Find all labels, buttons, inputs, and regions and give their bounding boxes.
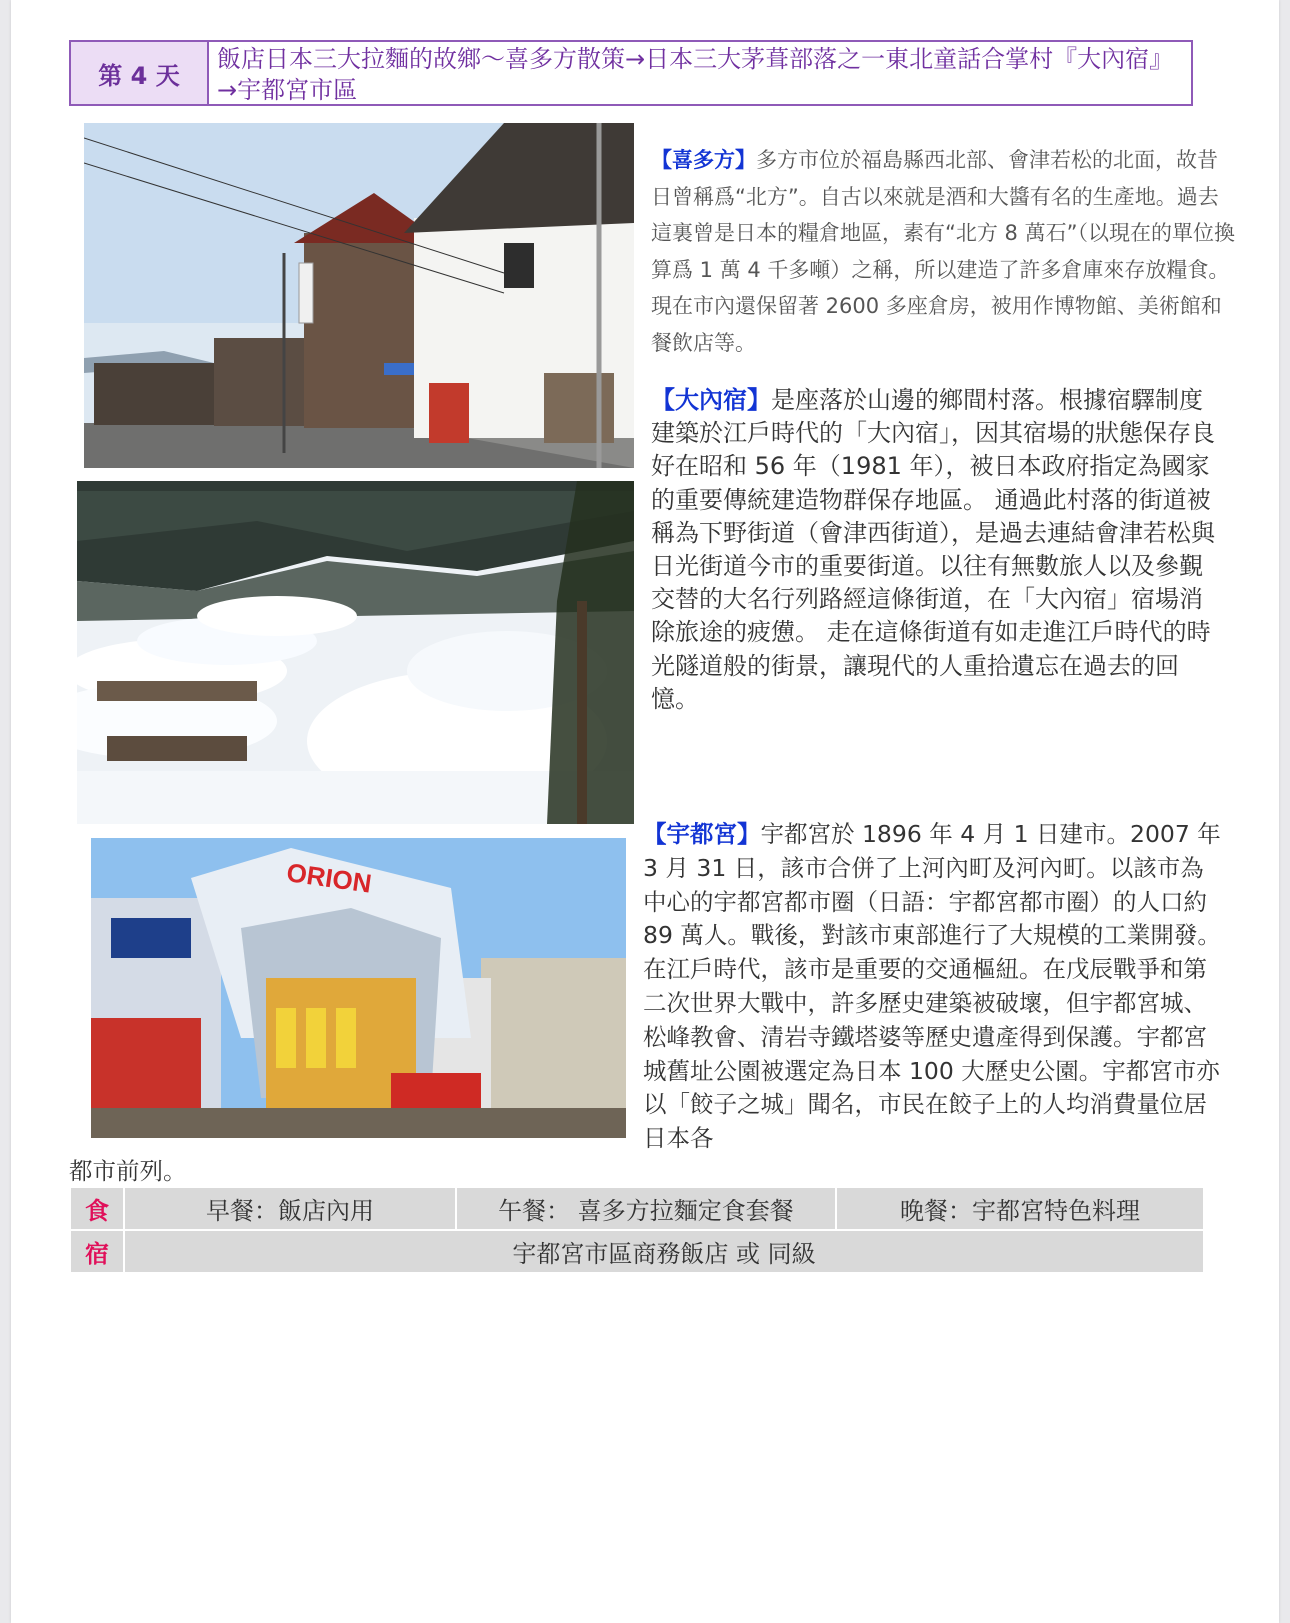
hotel-cell: 宇都宮市區商務飯店 或 同級 bbox=[124, 1230, 1204, 1273]
day-header bbox=[69, 40, 1193, 106]
kitakata-body: 多方市位於福島縣西北部、會津若松的北面，故昔日曾稱爲“北方”。自古以來就是酒和大醬有名的生產地。過去這裏曾是日本的糧倉地區，素有“北方 8 萬石”（以現在的單位換算爲 1 萬 4 千多噸）之稱，所以建造了許多倉庫來存放糧食。現在市內還保留著 2600 多座倉房，被用作博物館、美術館和餐飲店等。 bbox=[651, 148, 1235, 355]
day-label: 第 4 天 bbox=[71, 42, 209, 104]
kitakata-street-photo bbox=[84, 123, 634, 468]
ouchijuku-snow-photo bbox=[77, 481, 634, 824]
food-label: 食 bbox=[70, 1187, 124, 1230]
utsunomiya-heading: 【宇都宮】 bbox=[643, 820, 761, 848]
itinerary-page bbox=[11, 0, 1279, 1623]
utsunomiya-paragraph bbox=[643, 818, 1223, 1156]
breakfast-cell: 早餐：飯店內用 bbox=[124, 1187, 456, 1230]
ouchijuku-paragraph bbox=[651, 384, 1223, 716]
kitakata-paragraph bbox=[651, 142, 1236, 361]
meal-row bbox=[70, 1187, 1204, 1230]
stay-row bbox=[70, 1230, 1204, 1273]
lunch-cell: 午餐： 喜多方拉麵定食套餐 bbox=[456, 1187, 836, 1230]
utsunomiya-body: 宇都宮於 1896 年 4 月 1 日建市。2007 年 3 月 31 日，該市合併了上河內町及河內町。以該市為中心的宇都宮都市圈（日語：宇都宮都市圈）的人口約 89 萬人。戰後，對該市東部進行了大規模的工業開發。在江戶時代，該市是重要的交通樞紐。在戊辰戰爭和第二次世界大戰中，許多歷史建築被破壞，但宇都宮城、松峰教會、清岩寺鐵塔婆等歷史遺產得到保護。宇都宮城舊址公園被選定為日本 100 大歷史公園。宇都宮市亦以「餃子之城」聞名，市民在餃子上的人均消費量位居日本各 bbox=[643, 820, 1221, 1153]
utsunomiya-body-tail: 都市前列。 bbox=[69, 1157, 187, 1185]
dinner-cell: 晚餐：宇都宮特色料理 bbox=[836, 1187, 1204, 1230]
utsunomiya-arcade-photo bbox=[91, 838, 626, 1138]
day-title: 飯店日本三大拉麵的故鄉～喜多方散策→日本三大茅葺部落之一東北童話合掌村『大內宿』→宇都宮市區 bbox=[217, 45, 1174, 104]
orion-sign: ORION bbox=[284, 857, 374, 899]
stay-label: 宿 bbox=[70, 1230, 124, 1273]
meal-table bbox=[69, 1186, 1205, 1274]
ouchijuku-heading: 【大內宿】 bbox=[651, 386, 771, 414]
kitakata-heading: 【喜多方】 bbox=[651, 148, 756, 172]
ouchijuku-body: 是座落於山邊的鄉間村落。根據宿驛制度建築於江戶時代的「大內宿」，因其宿場的狀態保存良好在昭和 56 年（1981 年），被日本政府指定為國家的重要傳統建造物群保存地區。 通過此村落的街道被稱為下野街道（會津西街道），是過去連結會津若松與日光街道今市的重要街道。以往有無數旅人以及參覲交替的大名行列路經這條街道，在「大內宿」宿場消除旅途的疲憊。 走在這條街道有如走進江戶時代的時光隧道般的街景，讓現代的人重拾遺忘在過去的回憶。 bbox=[651, 386, 1215, 713]
